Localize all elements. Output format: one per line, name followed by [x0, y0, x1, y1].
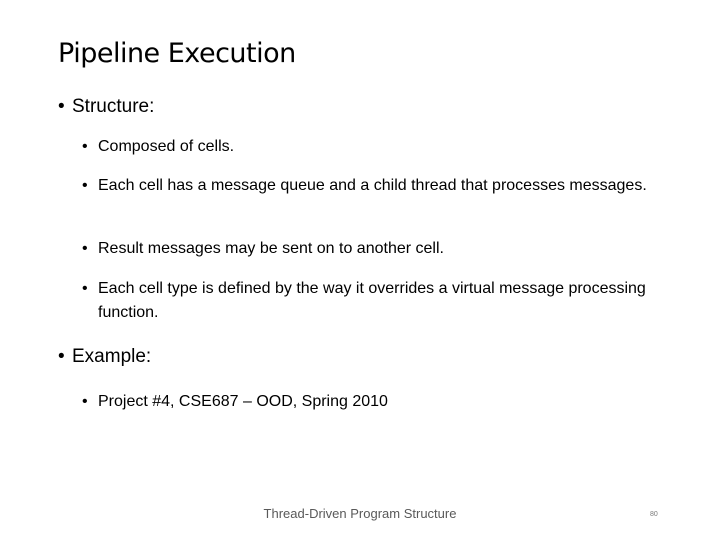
sub-bullet-marker: • — [82, 240, 88, 257]
bullet-label-structure: Structure: — [72, 96, 155, 117]
slide-title: Pipeline Execution — [58, 38, 296, 69]
sub-bullet-marker: • — [82, 280, 88, 297]
sub-bullet-text: Project #4, CSE687 – OOD, Spring 2010 — [98, 393, 388, 410]
sub-bullet-text: Each cell has a message queue and a child thread that processes messages. — [98, 177, 647, 194]
sub-bullet-project — [82, 390, 652, 414]
sub-bullet-marker: • — [82, 177, 88, 194]
bullet-marker: • — [58, 346, 65, 367]
page-number: 80 — [650, 511, 658, 518]
bullet-structure — [58, 96, 154, 118]
sub-bullet-message-queue — [82, 174, 652, 198]
bullet-example — [58, 346, 151, 368]
sub-bullet-text: Result messages may be sent on to another cell. — [98, 240, 444, 257]
bullet-label-example: Example: — [72, 346, 152, 367]
sub-bullet-marker: • — [82, 393, 88, 410]
footer-text: Thread-Driven Program Structure — [263, 506, 457, 521]
sub-bullet-marker: • — [82, 138, 88, 155]
sub-bullet-text: Each cell type is defined by the way it overrides a virtual message processing function. — [98, 280, 646, 321]
bullet-marker: • — [58, 96, 65, 117]
sub-bullet-text: Composed of cells. — [98, 138, 235, 155]
sub-bullet-cell-type — [82, 277, 652, 325]
sub-bullet-composed — [82, 135, 652, 159]
sub-bullet-result-messages — [82, 237, 652, 261]
